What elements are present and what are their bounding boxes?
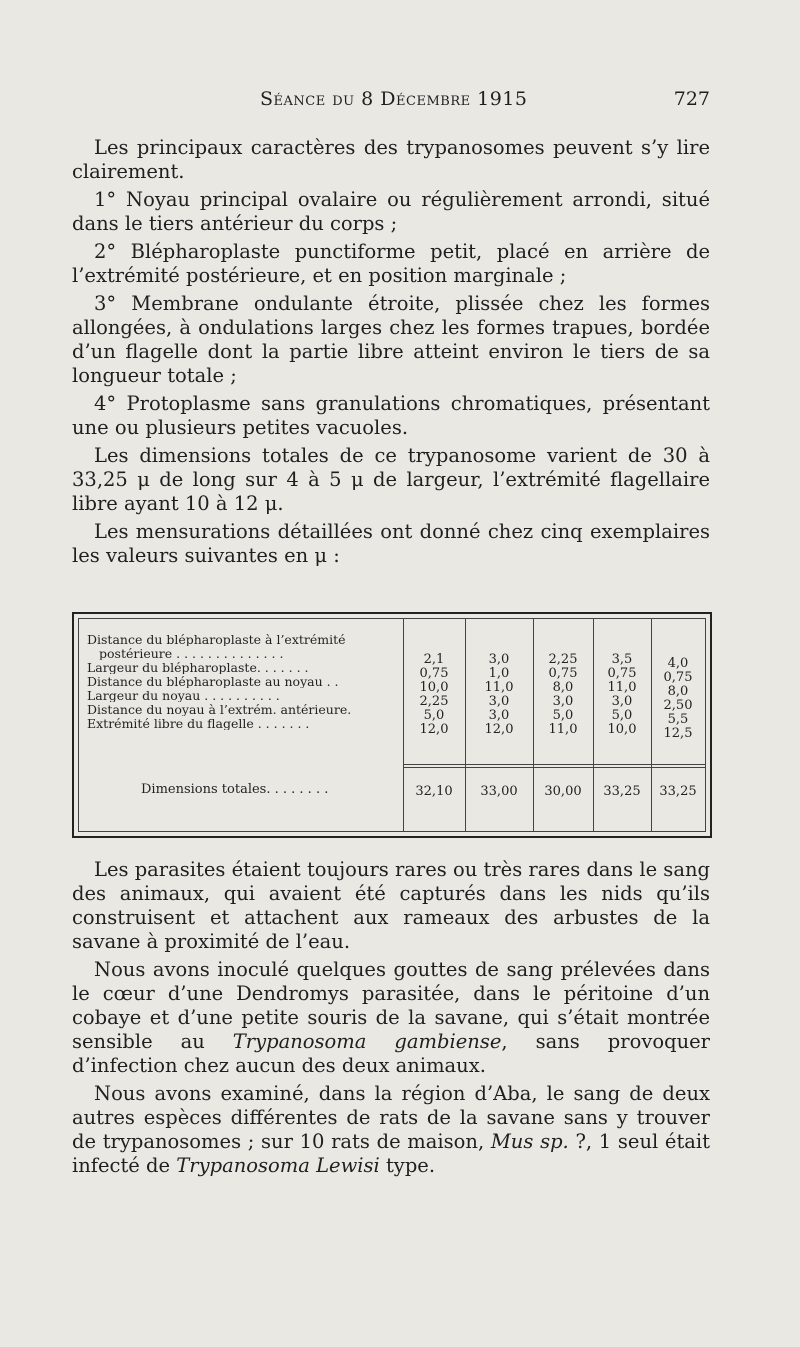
row-label: Extrémité libre du flagelle . . . . . . . <box>87 717 310 730</box>
table-cell: 2,50 <box>663 698 693 713</box>
header-title: Séance du 8 Décembre 1915 <box>260 88 528 110</box>
table-cell: 10,0 <box>607 722 637 737</box>
row-label: Distance du blépharoplaste à l’extrémité <box>87 633 346 646</box>
paragraph: 3° Membrane ondulante étroite, plissée chez les formes allongées, à ondulations larges chez les formes trapues, bordée d’un flagelle dont la partie libre atteint environ le tiers de sa longueur totale ; <box>72 292 710 387</box>
table-cell: 10,0 <box>419 680 449 695</box>
table-cell: 1,0 <box>488 666 510 681</box>
row-label: Distance du blépharoplaste au noyau . . <box>87 675 339 688</box>
paragraph <box>72 958 710 1078</box>
paragraph-text: ?, 1 seul était infecté de <box>72 1130 710 1177</box>
row-label: Distance du noyau à l’extrém. antérieure. <box>87 703 352 716</box>
paragraph-text: Nous avons examiné, dans la région d’Aba, le sang de deux autres espèces différentes de rats de la savane sans y trouver de trypanosomes ; sur 10 rats de maison, <box>72 1082 710 1153</box>
page-number: 727 <box>673 88 710 110</box>
table-inner-frame <box>78 618 706 832</box>
table-cell: 2,25 <box>419 694 449 709</box>
paragraph: 1° Noyau principal ovalaire ou régulièrement arrondi, situé dans le tiers antérieur du corps ; <box>72 188 710 235</box>
table-cell: 0,75 <box>607 666 637 681</box>
paragraph <box>72 1082 710 1178</box>
table-cell: 0,75 <box>419 666 449 681</box>
table-cell: 5,5 <box>667 712 689 727</box>
table-total-cell: 30,00 <box>544 784 582 799</box>
measurement-table <box>72 612 712 838</box>
table-cell: 8,0 <box>667 684 689 699</box>
table-rule <box>403 764 705 765</box>
table-cell: 12,5 <box>663 726 693 741</box>
paragraph-text: Nous avons inoculé quelques gouttes de sang prélevées dans le cœur d’une Dendromys parasitée, dans le péritoine d’un cobaye et d’une petite souris de la savane, qui s’était montrée sensible au <box>72 958 710 1053</box>
paragraph: Les principaux caractères des trypanosomes peuvent s’y lire clairement. <box>72 136 710 183</box>
table-cell: 11,0 <box>484 680 514 695</box>
paragraph: 4° Protoplasme sans granulations chromatiques, présentant une ou plusieurs petites vacuoles. <box>72 392 710 439</box>
table-cell: 5,0 <box>552 708 574 723</box>
row-label: Largeur du blépharoplaste. . . . . . . <box>87 661 309 674</box>
species-name: Trypanosoma gambiense <box>232 1030 502 1053</box>
paragraph: Les parasites étaient toujours rares ou très rares dans le sang des animaux, qui avaient été capturés dans les nids qu’ils construisent et attachent aux rameaux des arbustes de la savane à proximité de l’eau. <box>72 858 710 953</box>
paragraph-text: , sans provoquer d’infection chez aucun des deux animaux. <box>72 1030 710 1077</box>
table-cell: 5,0 <box>423 708 445 723</box>
table-cell: 2,25 <box>548 652 578 667</box>
table-cell: 3,0 <box>552 694 574 709</box>
paragraph-text: type. <box>379 1154 436 1177</box>
body-text-top <box>72 136 710 568</box>
species-name: Mus sp. <box>490 1130 569 1153</box>
table-total-cell: 33,00 <box>480 784 518 799</box>
table-cell: 0,75 <box>548 666 578 681</box>
table-rule <box>403 767 705 768</box>
table-total-cell: 32,10 <box>415 784 453 799</box>
body-text-bottom <box>72 858 710 1178</box>
row-label: Largeur du noyau . . . . . . . . . . <box>87 689 280 702</box>
table-cell: 2,1 <box>423 652 445 667</box>
table-cell: 8,0 <box>552 680 574 695</box>
table-total-cell: 33,25 <box>603 784 641 799</box>
table-total-cell: 33,25 <box>659 784 697 799</box>
table-cell: 3,0 <box>488 694 510 709</box>
paragraph: 2° Blépharoplaste punctiforme petit, placé en arrière de l’extrémité postérieure, et en position marginale ; <box>72 240 710 287</box>
paragraph: Les dimensions totales de ce trypanosome varient de 30 à 33,25 μ de long sur 4 à 5 μ de largeur, l’extrémité flagellaire libre ayant 10 à 12 μ. <box>72 444 710 515</box>
table-cell: 4,0 <box>667 656 689 671</box>
row-label: postérieure . . . . . . . . . . . . . . <box>99 647 284 660</box>
running-header <box>70 88 710 118</box>
table-cell: 0,75 <box>663 670 693 685</box>
table-cell: 3,5 <box>611 652 633 667</box>
total-label: Dimensions totales. . . . . . . . <box>141 783 329 796</box>
paragraph: Les mensurations détaillées ont donné chez cinq exemplaires les valeurs suivantes en μ : <box>72 520 710 567</box>
table-cell: 12,0 <box>484 722 514 737</box>
species-name: Trypanosoma Lewisi <box>176 1154 380 1177</box>
table-cell: 3,0 <box>488 652 510 667</box>
table-cell: 3,0 <box>611 694 633 709</box>
table-cell: 12,0 <box>419 722 449 737</box>
table-cell: 5,0 <box>611 708 633 723</box>
table-cell: 3,0 <box>488 708 510 723</box>
table-cell: 11,0 <box>607 680 637 695</box>
table-cell: 11,0 <box>548 722 578 737</box>
